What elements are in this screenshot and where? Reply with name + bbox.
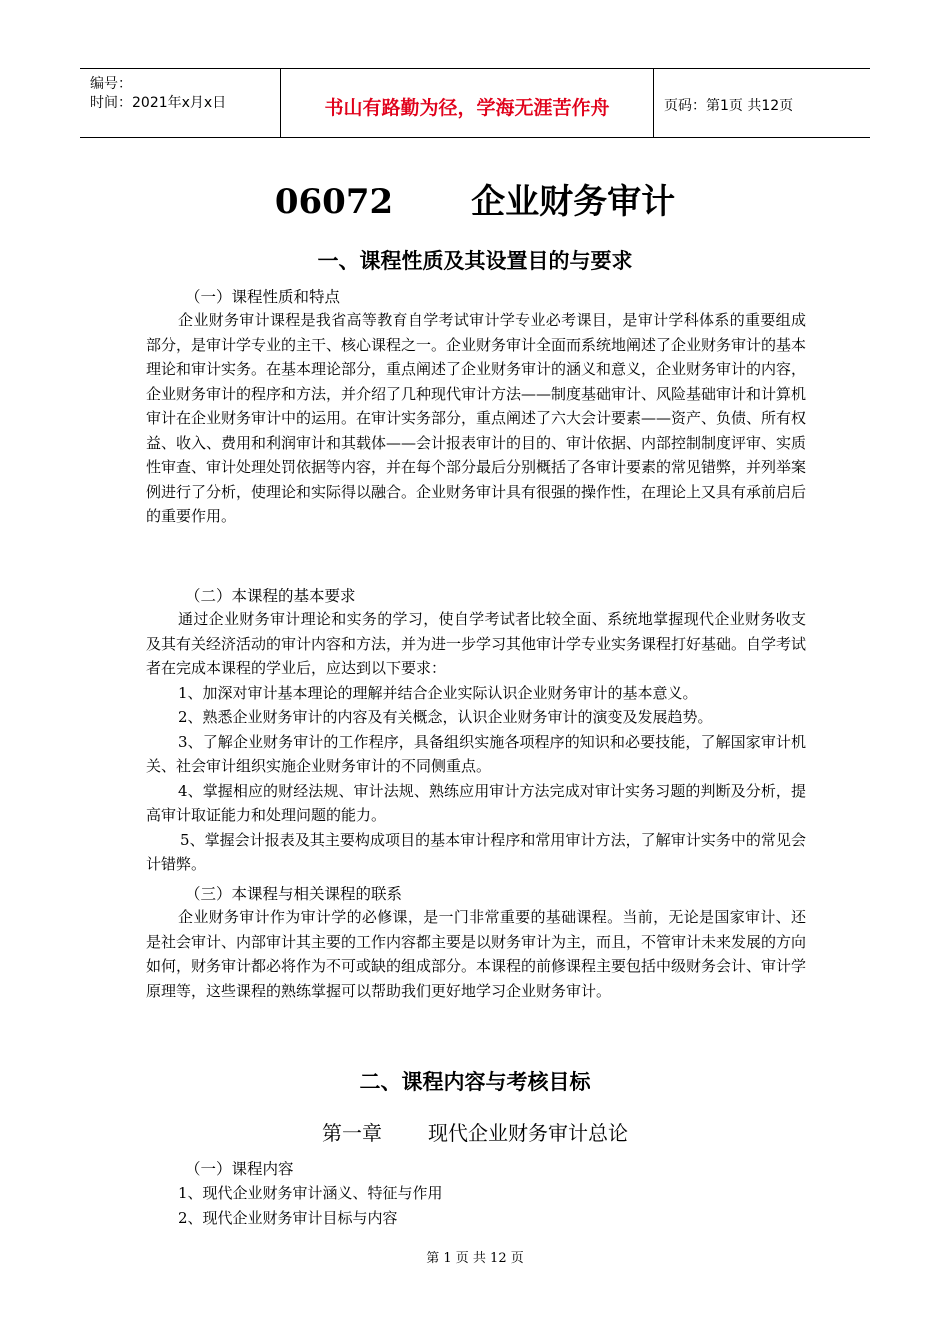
subsection-nature-heading: （一）课程性质和特点: [185, 288, 341, 306]
doc-date: 时间：2021年x月x日: [90, 95, 227, 111]
requirement-1: 1、加深对审计基本理论的理解并结合企业实际认识企业财务审计的基本意义。: [178, 683, 698, 702]
section2-heading: 二、课程内容与考核目标: [359, 1070, 591, 1094]
requirement-3: 3、了解企业财务审计的工作程序，具备组织实施各项程序的知识和必要技能，了解国家审计机关、社会审计组织实施企业财务审计的不同侧重点。: [146, 732, 806, 775]
paragraph-requirements: [146, 607, 806, 877]
requirements-intro: 通过企业财务审计理论和实务的学习，使自学考试者比较全面、系统地掌握现代企业财务收支及其有关经济活动的审计内容和方法，并为进一步学习其他审计学专业实务课程打好基础。自学考试者在完成本课程的学业后，应达到以下要求：: [146, 610, 807, 677]
header-motto-cell: [281, 69, 654, 137]
content-item-1: 1、现代企业财务审计涵义、特征与作用: [178, 1184, 443, 1202]
paragraph-relations: [146, 905, 806, 1003]
page-info: 页码：第1页 共12页: [664, 98, 794, 114]
subsection-relations-heading: （三）本课程与相关课程的联系: [185, 885, 403, 903]
content-item-2: 2、现代企业财务审计目标与内容: [178, 1209, 398, 1227]
chapter-heading: [0, 1117, 950, 1146]
chapter-number: 第一章: [322, 1121, 382, 1145]
paragraph-relations-text: 企业财务审计作为审计学的必修课，是一门非常重要的基础课程。当前，无论是国家审计、还是社会审计、内部审计其主要的工作内容都主要是以财务审计为主，而且，不管审计未来发展的方向如何，财务审计都必将作为不可或缺的组成部分。本课程的前修课程主要包括中级财务会计、审计学原理等，这些课程的熟练掌握可以帮助我们更好地学习企业财务审计。: [146, 908, 807, 1000]
course-name: 企业财务审计: [471, 182, 676, 222]
chapter-title: 现代企业财务审计总论: [428, 1121, 628, 1145]
paragraph-nature: [146, 308, 806, 529]
header-info-cell: [80, 69, 281, 137]
requirement-4: 4、掌握相应的财经法规、审计法规、熟练应用审计方法完成对审计实务习题的判断及分析，提高审计取证能力和处理问题的能力。: [146, 781, 806, 824]
section1-heading: 一、课程性质及其设置目的与要求: [317, 249, 633, 273]
document-title: [0, 174, 950, 223]
requirement-5: 5、掌握会计报表及其主要构成项目的基本审计程序和常用审计方法，了解审计实务中的常见会计错弊。: [146, 830, 806, 873]
course-code: 06072: [274, 182, 394, 222]
header-table: [80, 68, 870, 138]
subsection-requirements-heading: （二）本课程的基本要求: [185, 587, 356, 605]
motto: 书山有路勤为径，学海无涯苦作舟: [324, 97, 610, 119]
paragraph-nature-text: 企业财务审计课程是我省高等教育自学考试审计学专业必考课目，是审计学科体系的重要组成部分，是审计学专业的主干、核心课程之一。企业财务审计全面而系统地阐述了企业财务审计的基本理论和审计实务。在基本理论部分，重点阐述了企业财务审计的涵义和意义，企业财务审计的内容，企业财务审计的程序和方法，并介绍了几种现代审计方法——制度基础审计、风险基础审计和计算机审计在企业财务审计中的运用。在审计实务部分，重点阐述了六大会计要素——资产、负债、所有权益、收入、费用和利润审计和其载体——会计报表审计的目的、审计依据、内部控制制度评审、实质性审查、审计处理处罚依据等内容，并在每个部分最后分别概括了各审计要素的常见错弊，并列举案例进行了分析，使理论和实际得以融合。企业财务审计具有很强的操作性，在理论上又具有承前启后的重要作用。: [146, 311, 807, 525]
requirement-2: 2、熟悉企业财务审计的内容及有关概念，认识企业财务审计的演变及发展趋势。: [178, 708, 713, 726]
page-footer: 第 1 页 共 12 页: [426, 1251, 524, 1266]
doc-number-label: 编号：: [90, 76, 132, 92]
header-page-cell: [654, 69, 870, 137]
course-content-heading: （一）课程内容: [185, 1160, 294, 1178]
